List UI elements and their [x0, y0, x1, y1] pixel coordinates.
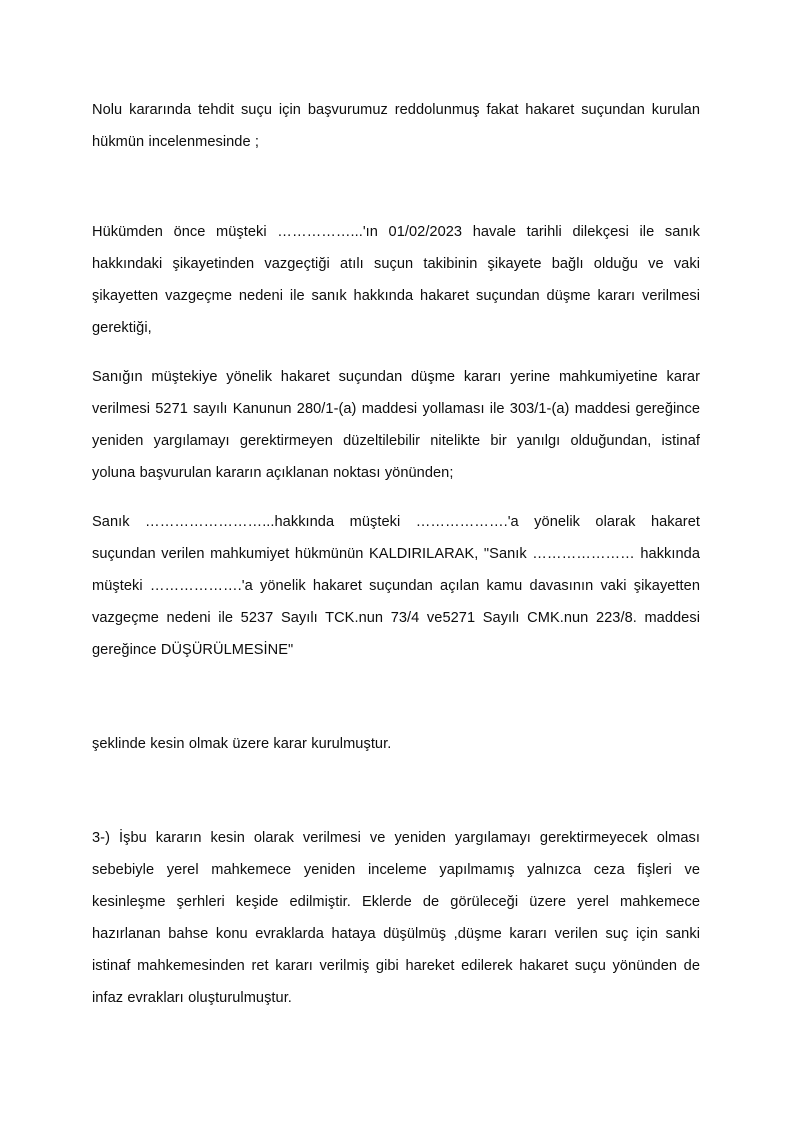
- paragraph-spacer-xlarge: [92, 760, 700, 822]
- paragraph-sanigin-mustekiye: Sanığın müştekiye yönelik hakaret suçundan düşme kararı yerine mahkumiyetine karar verilmesi 5271 sayılı Kanunun 280/1-(a) maddesi yollaması ile 303/1-(a) maddesi gereğince yeniden yargılamayı gerektirmeyen düzeltilebilir nitelikte bir yanılgı olduğundan, istinaf yoluna başvurulan kararın açıklanan noktası yönünden;: [92, 369, 700, 481]
- paragraph-spacer-xlarge: [92, 666, 700, 728]
- paragraph-3-isbu-kararin: 3-) İşbu kararın kesin olarak verilmesi ve yeniden yargılamayı gerektirmeyecek olması sebebiyle yerel mahkemece yeniden inceleme yapılmamış yalnızca ceza fişleri ve kesinleşme şerhleri keşide edilmiştir. Eklerde de görüleceği üzere yerel mahkemece hazırlanan bahse konu evraklarda hataya düşülmüş ,düşme kararı verilen suç için sanki istinaf mahkemesinden ret kararı verilmiş gibi hareket edilerek hakaret suçu yönünden de infaz evrakları oluşturulmuştur.: [92, 830, 700, 1006]
- paragraph-hukumden-once-musteki: Hükümden önce müşteki ……………...'ın 01/02/2023 havale tarihli dilekçesi ile sanık hakkındaki şikayetinden vazgeçtiği atılı suçun takibinin şikayete bağlı olduğu ve vaki şikayetten vazgeçme nedeni ile sanık hakkında hakaret suçundan düşme kararı verilmesi gerektiği,: [92, 224, 700, 336]
- document-text-body: [92, 94, 700, 1014]
- paragraph-spacer-large: [92, 158, 700, 216]
- paragraph-seklinde-kesin-karar: şeklinde kesin olmak üzere karar kurulmuştur.: [92, 736, 392, 752]
- paragraph-spacer-small: [92, 344, 700, 361]
- paragraph-intro-incelenmesinde: Nolu kararında tehdit suçu için başvurumuz reddolunmuş fakat hakaret suçundan kurulan hükmün incelenmesinde ;: [92, 102, 700, 150]
- paragraph-sanik-hakkinda-karar-metni: Sanık ……………………...hakkında müşteki ……………….'a yönelik olarak hakaret suçundan verilen mahkumiyet hükmünün KALDIRILARAK, "Sanık ………………… hakkında müşteki ……………….'a yönelik hakaret suçundan açılan kamu davasının vaki şikayetten vazgeçme nedeni ile 5237 Sayılı TCK.nun 73/4 ve5271 Sayılı CMK.nun 223/8. maddesi gereğince DÜŞÜRÜLMESİNE": [92, 514, 700, 658]
- paragraph-spacer-small: [92, 489, 700, 506]
